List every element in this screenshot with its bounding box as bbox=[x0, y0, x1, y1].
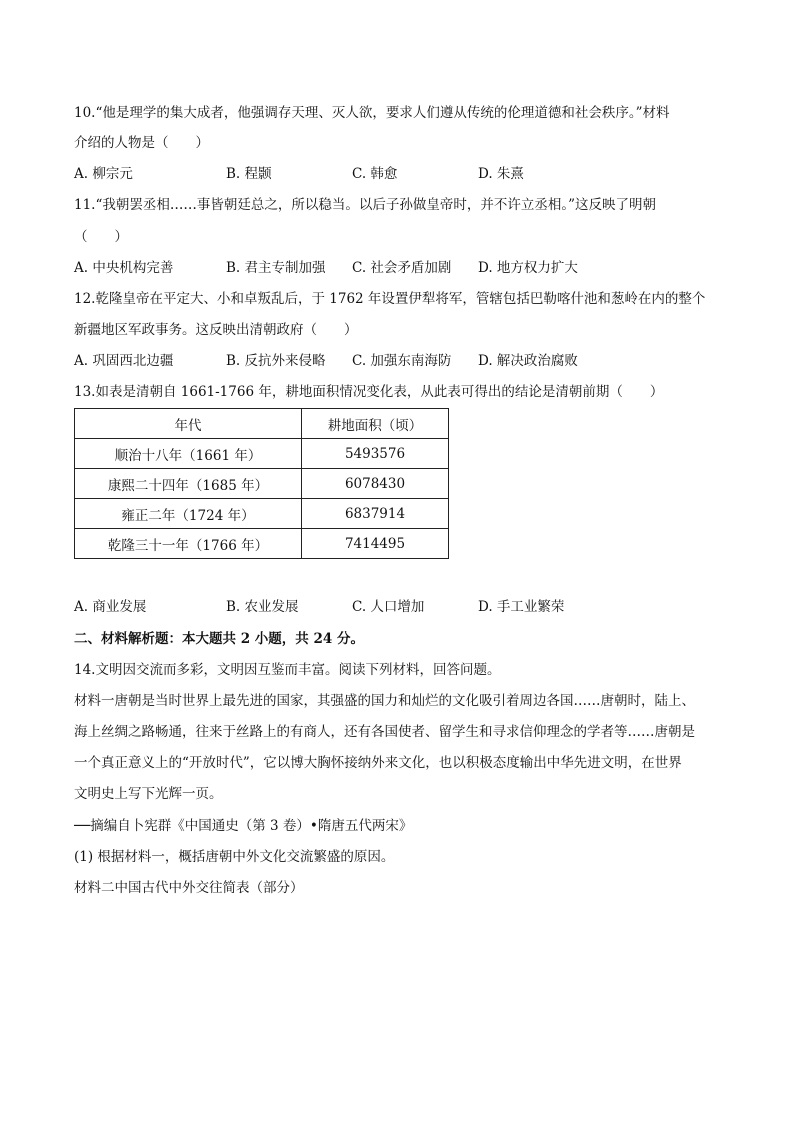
q13-option-c: C. 人口增加 bbox=[352, 599, 425, 615]
table-header-row bbox=[75, 409, 449, 439]
q11-options bbox=[74, 258, 724, 278]
q14-source: ──摘编自卜宪群《中国通史（第 3 卷）•隋唐五代两宋》 bbox=[74, 818, 413, 834]
section2-heading: 二、材料解析题：本大题共 2 小题，共 24 分。 bbox=[74, 631, 364, 647]
table-header-era: 年代 bbox=[75, 409, 302, 439]
q13-option-d: D. 手工业繁荣 bbox=[478, 599, 565, 615]
q11-option-a: A. 中央机构完善 bbox=[74, 260, 174, 276]
q10-stem-line1: 10.“他是理学的集大成者，他强调存天理、灭人欲，要求人们遵从传统的伦理道德和社会秩序。”材料 bbox=[74, 105, 670, 121]
table-cell-area: 6078430 bbox=[302, 469, 449, 499]
table-row bbox=[75, 499, 449, 529]
table-row bbox=[75, 439, 449, 469]
table-cell-era: 康熙二十四年（1685 年） bbox=[75, 469, 302, 499]
table-header-area: 耕地面积（顷） bbox=[302, 409, 449, 439]
q14-material1-line2: 海上丝绸之路畅通，往来于丝路上的有商人，还有各国使者、留学生和寻求信仰理念的学者等……唐朝是 bbox=[74, 724, 695, 740]
q11-option-d: D. 地方权力扩大 bbox=[478, 260, 578, 276]
table-cell-area: 5493576 bbox=[302, 439, 449, 469]
farmland-table bbox=[74, 408, 449, 559]
q12-option-c: C. 加强东南海防 bbox=[352, 353, 452, 369]
q12-options bbox=[74, 351, 724, 371]
q12-option-a: A. 巩固西北边疆 bbox=[74, 353, 174, 369]
q14-material1-line1: 材料一唐朝是当时世界上最先进的国家，其强盛的国力和灿烂的文化吸引着周边各国……唐朝时，陆上、 bbox=[74, 693, 695, 709]
q10-option-a: A. 柳宗元 bbox=[74, 166, 133, 182]
table-cell-era: 顺治十八年（1661 年） bbox=[75, 439, 302, 469]
q10-option-d: D. 朱熹 bbox=[478, 166, 524, 182]
q12-option-b: B. 反抗外来侵略 bbox=[226, 353, 326, 369]
q11-option-b: B. 君主专制加强 bbox=[226, 260, 326, 276]
q12-stem-line2: 新疆地区军政事务。这反映出清朝政府（ ） bbox=[74, 322, 358, 338]
q14-stem: 14.文明因交流而多彩，文明因互鉴而丰富。阅读下列材料，回答问题。 bbox=[74, 662, 501, 678]
table-cell-area: 6837914 bbox=[302, 499, 449, 529]
q12-stem-line1: 12.乾隆皇帝在平定大、小和卓叛乱后，于 1762 年设置伊犁将军，管辖包括巴勒喀什池和葱岭在内的整个 bbox=[74, 291, 706, 307]
q14-material1-line3: 一个真正意义上的“开放时代”，它以博大胸怀接纳外来文化，也以积极态度输出中华先进文明，在世界 bbox=[74, 755, 682, 771]
q14-sub-question-1: (1) 根据材料一，概括唐朝中外文化交流繁盛的原因。 bbox=[74, 849, 395, 865]
q13-options bbox=[74, 597, 724, 617]
q13-stem: 13.如表是清朝自 1661-1766 年，耕地面积情况变化表，从此表可得出的结论是清朝前期（ ） bbox=[74, 384, 664, 400]
q13-option-b: B. 农业发展 bbox=[226, 599, 299, 615]
table-cell-area: 7414495 bbox=[302, 529, 449, 559]
q11-stem-line2: （ ） bbox=[74, 229, 128, 245]
q10-stem-line2: 介绍的人物是（ ） bbox=[74, 135, 209, 151]
q13-option-a: A. 商业发展 bbox=[74, 599, 147, 615]
q12-option-d: D. 解决政治腐败 bbox=[478, 353, 578, 369]
table-row bbox=[75, 529, 449, 559]
table-cell-era: 雍正二年（1724 年） bbox=[75, 499, 302, 529]
table-cell-era: 乾隆三十一年（1766 年） bbox=[75, 529, 302, 559]
q14-material1-line4: 文明史上写下光辉一页。 bbox=[74, 786, 223, 802]
q11-option-c: C. 社会矛盾加剧 bbox=[352, 260, 452, 276]
table-row bbox=[75, 469, 449, 499]
q10-option-c: C. 韩愈 bbox=[352, 166, 398, 182]
q14-material2-title: 材料二中国古代中外交往简表（部分） bbox=[74, 880, 304, 896]
q10-options bbox=[74, 164, 724, 184]
q10-option-b: B. 程颢 bbox=[226, 166, 272, 182]
q11-stem-line1: 11.“我朝罢丞相……事皆朝廷总之，所以稳当。以后子孙做皇帝时，并不许立丞相。”这反映了明朝 bbox=[74, 197, 657, 213]
